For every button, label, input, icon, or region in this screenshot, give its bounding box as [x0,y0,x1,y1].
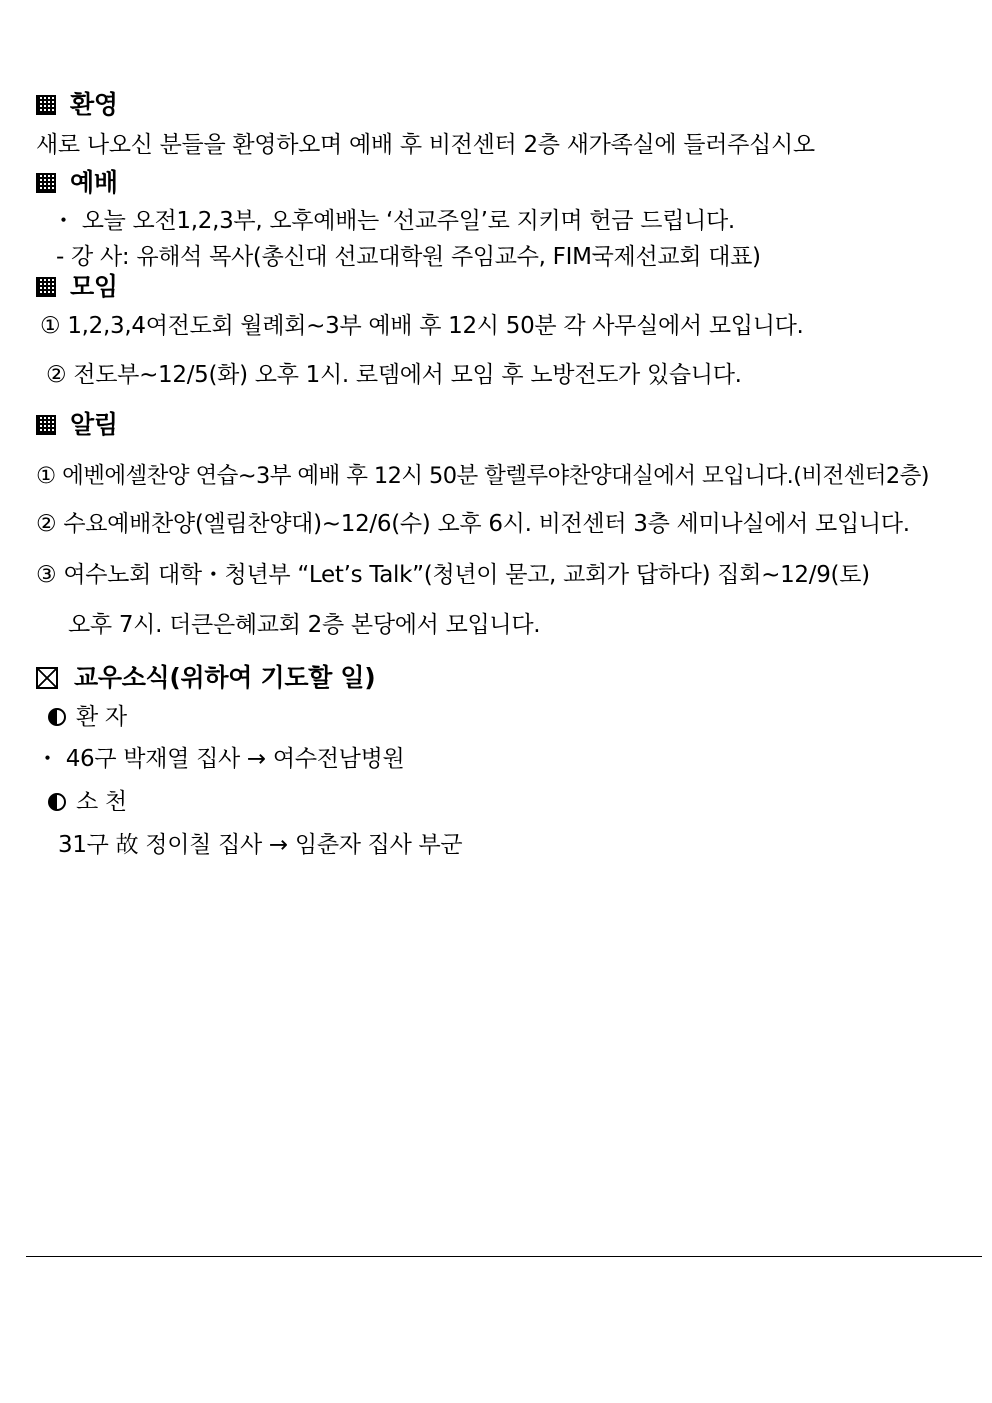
filled-square-icon [36,173,56,193]
funeral-entry: 31구 故 정이칠 집사 → 임춘자 집사 부군 [58,832,463,858]
half-circle-icon [48,793,66,811]
filled-square-icon [36,415,56,435]
notice-item-3: ③ 여수노회 대학・청년부 “Let’s Talk”(청년이 묻고, 교회가 답하다) 집회~12/9(토) [36,562,870,588]
heading-text: 모임 [70,272,118,301]
patients-label [48,702,127,732]
meeting-item-2: ② 전도부~12/5(화) 오후 1시. 로뎀에서 모임 후 노방전도가 있습니다. [46,362,742,388]
half-circle-icon [48,708,66,726]
worship-line-1: ・ 오늘 오전1,2,3부, 오후예배는 ‘선교주일’로 지키며 헌금 드립니다. [52,208,735,234]
heading-text: 환영 [70,90,118,119]
section-welcome-heading [36,90,118,120]
crossed-square-icon [36,667,58,689]
bottom-divider [26,1256,982,1257]
label-text: 소 천 [76,789,127,815]
worship-line-2: - 강 사: 유해석 목사(총신대 선교대학원 주임교수, FIM국제선교회 대표) [56,244,761,270]
heading-text: 교우소식(위하여 기도할 일) [74,663,376,692]
heading-text: 예배 [70,168,118,197]
notice-item-2: ② 수요예배찬양(엘림찬양대)~12/6(수) 오후 6시. 비전센터 3층 세미나실에서 모입니다. [36,511,910,537]
section-meeting-heading [36,272,118,302]
welcome-text: 새로 나오신 분들을 환영하오며 예배 후 비전센터 2층 새가족실에 들러주십시오 [36,132,815,158]
section-worship-heading [36,168,118,198]
notice-item-1: ① 에벤에셀찬양 연습~3부 예배 후 12시 50분 할렐루야찬양대실에서 모입니다.(비전센터2층) [36,463,929,489]
section-members-heading [36,663,375,693]
label-text: 환 자 [76,704,127,730]
meeting-item-1: ① 1,2,3,4여전도회 월례회~3부 예배 후 12시 50분 각 사무실에서 모입니다. [40,313,804,339]
notice-item-3-continued: 오후 7시. 더큰은혜교회 2층 본당에서 모입니다. [68,612,541,638]
section-notice-heading [36,410,118,440]
filled-square-icon [36,277,56,297]
patient-entry: ・ 46구 박재열 집사 → 여수전남병원 [36,746,405,772]
funeral-label [48,787,127,817]
filled-square-icon [36,95,56,115]
heading-text: 알림 [70,410,118,439]
